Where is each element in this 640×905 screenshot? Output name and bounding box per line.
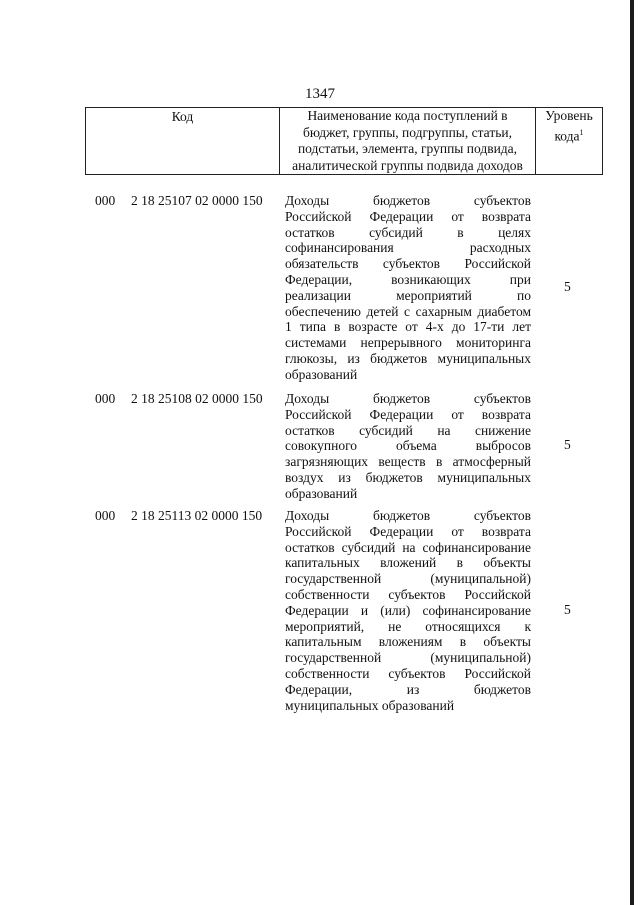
description-line: Российской Федерации от возврата (285, 406, 531, 422)
header-name-line: аналитической группы подвида доходов (292, 157, 523, 173)
description-line: остатков субсидий в целях (285, 224, 531, 240)
admin-code: 000 (95, 508, 116, 523)
description-line: Доходы бюджетов субъектов (285, 193, 531, 208)
description-line: Российской Федерации от возврата (285, 208, 531, 224)
table-row (0, 508, 640, 713)
code-level: 5 (564, 278, 571, 294)
description-line: реализации мероприятий по (285, 287, 531, 303)
header-name-line: бюджет, группы, подгруппы, статьи, (303, 124, 512, 140)
page-number: 1347 (305, 86, 335, 102)
description-line: капитальных вложений в объекты (285, 555, 531, 571)
description-line: Федерации и (или) софинансирование (285, 602, 531, 618)
code-level: 5 (564, 437, 571, 453)
description-line: собственности субъектов Российской (285, 665, 531, 681)
description-line: 1 типа в возрасте от 4-х до 17-ти лет (285, 319, 531, 335)
income-code: 2 18 25113 02 0000 150 (131, 508, 263, 523)
header-level-footnote: 1 (579, 127, 584, 137)
description-line: государственной (муниципальной) (285, 650, 531, 666)
income-description (285, 508, 531, 713)
description-line: обеспечению детей с сахарным диабетом (285, 303, 531, 319)
description-line: системами непрерывного мониторинга (285, 335, 531, 351)
description-line: воздух из бюджетов муниципальных (285, 469, 531, 485)
description-line: остатков субсидий на софинансирование (285, 539, 531, 555)
header-level-line: Уровень (545, 108, 593, 123)
header-name-line: Наименование кода поступлений в (307, 108, 508, 123)
table-header (85, 107, 603, 175)
description-line: глюкозы, из бюджетов муниципальных (285, 350, 531, 366)
header-level-line (536, 125, 602, 145)
header-level-text: кода (554, 128, 580, 143)
income-code: 2 18 25108 02 0000 150 (131, 391, 263, 406)
description-line: собственности субъектов Российской (285, 586, 531, 602)
table-row (0, 391, 640, 502)
income-description (285, 193, 531, 383)
description-line: Федерации, возникающих при (285, 271, 531, 287)
header-name-line: подстатьи, элемента, группы подвида, (297, 141, 518, 156)
description-line: государственной (муниципальной) (285, 571, 531, 587)
description-line: совокупного объема выбросов (285, 438, 531, 454)
admin-code: 000 (95, 391, 116, 406)
description-line: обязательств субъектов Российской (285, 256, 531, 272)
code-level: 5 (564, 601, 571, 617)
income-code: 2 18 25107 02 0000 150 (131, 193, 263, 208)
header-code: Код (86, 108, 280, 174)
income-description (285, 391, 531, 502)
description-line: Доходы бюджетов субъектов (285, 508, 531, 523)
header-name (280, 108, 536, 174)
description-line: Доходы бюджетов субъектов (285, 391, 531, 406)
description-line: Российской Федерации от возврата (285, 523, 531, 539)
description-line: образований (285, 366, 358, 382)
table-row (0, 193, 640, 383)
description-line: загрязняющих веществ в атмосферный (285, 454, 531, 470)
description-line: мероприятий, не относящихся к (285, 618, 531, 634)
admin-code: 000 (95, 193, 116, 208)
description-line: капитальным вложениям в объекты (285, 634, 531, 650)
header-level (536, 108, 602, 174)
description-line: софинансирования расходных (285, 240, 531, 256)
description-line: Федерации, из бюджетов (285, 681, 531, 697)
description-line: муниципальных образований (285, 697, 455, 713)
description-line: образований (285, 485, 358, 501)
description-line: остатков субсидий на снижение (285, 422, 531, 438)
